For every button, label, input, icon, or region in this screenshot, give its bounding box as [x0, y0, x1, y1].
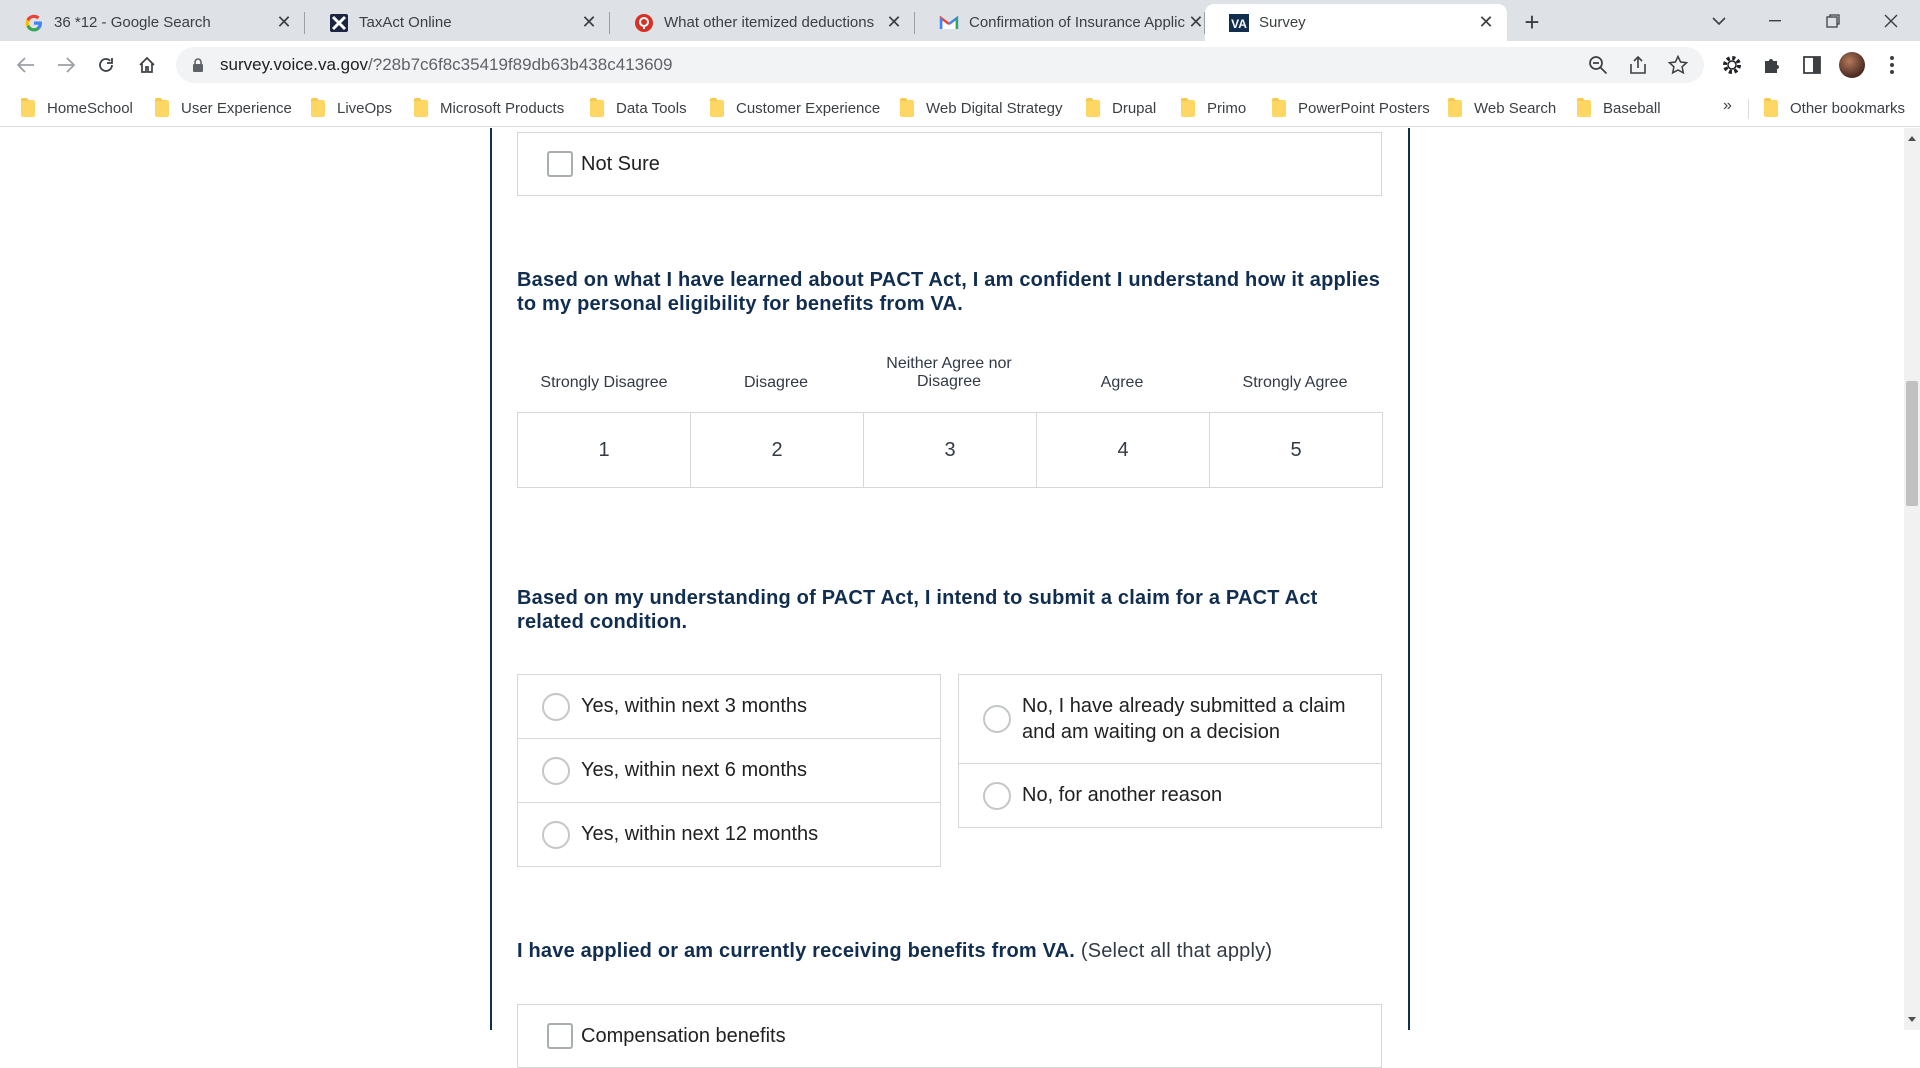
bookmark-label: PowerPoint Posters — [1298, 99, 1430, 117]
radio-button[interactable] — [542, 821, 570, 849]
scale-option-1[interactable]: 1 — [517, 412, 691, 488]
folder-icon — [710, 100, 724, 117]
bookmark-baseball[interactable] — [1577, 98, 1661, 118]
folder-icon — [1764, 100, 1778, 117]
gmail-icon — [939, 13, 959, 33]
home-icon[interactable] — [133, 51, 161, 79]
bookmark-label: Web Digital Strategy — [926, 99, 1063, 117]
bookmark-drupal[interactable] — [1086, 98, 1156, 118]
option-not-sure[interactable] — [517, 132, 1382, 196]
folder-icon — [414, 100, 428, 117]
scroll-up-arrow-icon[interactable] — [1908, 136, 1916, 141]
bookmarks-bar — [0, 89, 1920, 127]
not-sure-checkbox[interactable] — [547, 151, 573, 177]
radio-button[interactable] — [542, 757, 570, 785]
reload-icon[interactable] — [92, 51, 120, 79]
option-label: Yes, within next 12 months — [581, 823, 819, 845]
profile-avatar[interactable] — [1838, 51, 1866, 79]
scale-label-5: Strongly Agree — [1242, 374, 1348, 391]
folder-icon — [1577, 100, 1591, 117]
scroll-down-arrow-icon[interactable] — [1908, 1017, 1916, 1022]
radio-button[interactable] — [983, 782, 1011, 810]
option-yes-12-months[interactable] — [517, 802, 941, 867]
bookmark-data-tools[interactable] — [590, 98, 687, 118]
tab-search-chevron-icon[interactable] — [1694, 0, 1744, 41]
zoom-icon[interactable] — [1588, 55, 1608, 75]
forward-icon[interactable] — [52, 51, 80, 79]
back-icon[interactable] — [12, 51, 40, 79]
menu-kebab-icon[interactable] — [1878, 51, 1906, 79]
side-panel-icon[interactable] — [1798, 51, 1826, 79]
bookmark-label: Customer Experience — [736, 99, 881, 117]
question-site-icon — [634, 13, 654, 33]
survey-page — [0, 128, 1904, 1047]
option-label: Not Sure — [581, 153, 660, 175]
scale-label-4: Agree — [1100, 374, 1144, 391]
tab-gmail[interactable] — [915, 4, 1205, 41]
option-compensation-benefits[interactable] — [517, 1004, 1382, 1068]
close-tab-icon[interactable]: ✕ — [886, 12, 902, 32]
folder-icon — [1448, 100, 1462, 117]
option-label: Yes, within next 6 months — [581, 759, 808, 781]
scale-option-5[interactable]: 5 — [1209, 412, 1383, 488]
folder-icon — [1086, 100, 1100, 117]
extension-gear-icon[interactable] — [1718, 51, 1746, 79]
bookmark-homeschool[interactable] — [21, 98, 133, 118]
folder-icon — [155, 100, 169, 117]
close-tab-icon[interactable]: ✕ — [581, 12, 597, 32]
option-label: Compensation benefits — [581, 1025, 786, 1047]
option-label: No, I have already submitted a claim and am waiting on a decision — [1022, 695, 1346, 743]
tab-title: Confirmation of Insurance Applic — [969, 14, 1185, 31]
tab-title: What other itemized deductions — [664, 14, 875, 31]
bookmarks-divider — [1748, 99, 1749, 119]
radio-button[interactable] — [983, 705, 1011, 733]
option-label: Yes, within next 3 months — [581, 695, 808, 717]
bookmark-star-icon[interactable] — [1668, 55, 1688, 75]
bookmark-customer-experience[interactable] — [710, 98, 880, 118]
bookmark-liveops[interactable] — [311, 98, 392, 118]
option-no-already-submitted[interactable] — [958, 674, 1382, 764]
folder-icon — [900, 100, 914, 117]
question-note: (Select all that apply) — [1080, 940, 1273, 962]
option-yes-3-months[interactable] — [517, 674, 941, 739]
lock-icon[interactable] — [190, 57, 206, 73]
bookmark-label: Baseball — [1603, 99, 1661, 117]
option-yes-6-months[interactable] — [517, 738, 941, 803]
bookmark-label: LiveOps — [337, 99, 393, 117]
tab-bar — [0, 0, 1920, 41]
new-tab-button[interactable]: + — [1524, 6, 1540, 37]
question-intend-claim: Based on my understanding of PACT Act, I intend to submit a claim for a PACT Act related condition. — [517, 587, 1318, 633]
bookmark-powerpoint-posters[interactable] — [1272, 98, 1430, 118]
question-pact-confidence: Based on what I have learned about PACT Act, I am confident I understand how it applies to my personal eligibility for benefits from VA. — [517, 269, 1381, 315]
tab-taxact[interactable] — [305, 4, 610, 41]
survey-frame — [490, 128, 1410, 1030]
scale-label-3: Neither Agree nor Disagree — [886, 355, 1012, 390]
address-bar[interactable] — [176, 47, 1704, 83]
folder-icon — [1272, 100, 1286, 117]
bookmark-other-bookmarks[interactable] — [1764, 98, 1905, 118]
bookmark-label: Data Tools — [616, 99, 687, 117]
url-path: /?28b7c6f8c35419f89db63b438c413609 — [368, 55, 673, 74]
option-label: No, for another reason — [1022, 784, 1223, 806]
close-tab-icon[interactable]: ✕ — [1478, 12, 1494, 32]
compensation-checkbox[interactable] — [547, 1023, 573, 1049]
question-applied-benefits — [517, 939, 1387, 963]
tab-title: Survey — [1259, 14, 1306, 31]
scale-label-2: Disagree — [743, 374, 809, 391]
extensions-puzzle-icon[interactable] — [1758, 51, 1786, 79]
bookmark-microsoft-products[interactable] — [414, 98, 564, 118]
tab-google-search[interactable] — [0, 4, 305, 41]
scrollbar-thumb[interactable] — [1906, 381, 1918, 506]
bookmark-primo[interactable] — [1181, 98, 1246, 118]
close-window-icon[interactable] — [1866, 0, 1916, 41]
tab-title: 36 *12 - Google Search — [54, 14, 211, 31]
bookmark-label: HomeSchool — [47, 99, 133, 117]
scale-option-4[interactable]: 4 — [1036, 412, 1210, 488]
bookmark-web-digital-strategy[interactable] — [900, 98, 1062, 118]
bookmark-user-experience[interactable] — [155, 98, 292, 118]
bookmark-web-search[interactable] — [1448, 98, 1556, 118]
minimize-icon[interactable] — [1750, 0, 1800, 41]
close-tab-icon[interactable]: ✕ — [276, 12, 292, 32]
close-tab-icon[interactable]: ✕ — [1188, 12, 1204, 32]
tab-title: TaxAct Online — [359, 14, 452, 31]
option-no-another-reason[interactable] — [958, 763, 1382, 828]
bookmark-label: User Experience — [181, 99, 292, 117]
svg-text:VA: VA — [1231, 16, 1247, 31]
page-scrollbar[interactable] — [1904, 128, 1920, 1030]
folder-icon — [311, 100, 325, 117]
tab-survey[interactable] — [1205, 4, 1507, 41]
bookmark-label: Microsoft Products — [440, 99, 565, 117]
taxact-icon — [329, 13, 349, 33]
avatar — [1839, 52, 1865, 78]
url-text — [220, 55, 672, 75]
scale-label-1: Strongly Disagree — [540, 374, 668, 391]
folder-icon — [21, 100, 35, 117]
scale-option-3[interactable]: 3 — [863, 412, 1037, 488]
tab-itemized-deductions[interactable] — [610, 4, 915, 41]
scale-option-2[interactable]: 2 — [690, 412, 864, 488]
bookmark-label: Primo — [1207, 99, 1247, 117]
url-host: survey.voice.va.gov — [220, 55, 369, 74]
bookmark-label: Other bookmarks — [1790, 99, 1906, 117]
restore-icon[interactable] — [1808, 0, 1858, 41]
folder-icon — [590, 100, 604, 117]
radio-button[interactable] — [542, 693, 570, 721]
bookmarks-overflow-button[interactable]: » — [1723, 97, 1732, 114]
share-icon[interactable] — [1628, 55, 1648, 75]
bookmark-label: Web Search — [1474, 99, 1557, 117]
question-text: I have applied or am currently receiving benefits from VA. — [517, 940, 1076, 962]
bookmark-label: Drupal — [1112, 99, 1157, 117]
google-icon — [24, 13, 44, 33]
va-icon — [1229, 13, 1249, 33]
folder-icon — [1181, 100, 1195, 117]
browser-toolbar — [0, 41, 1920, 89]
